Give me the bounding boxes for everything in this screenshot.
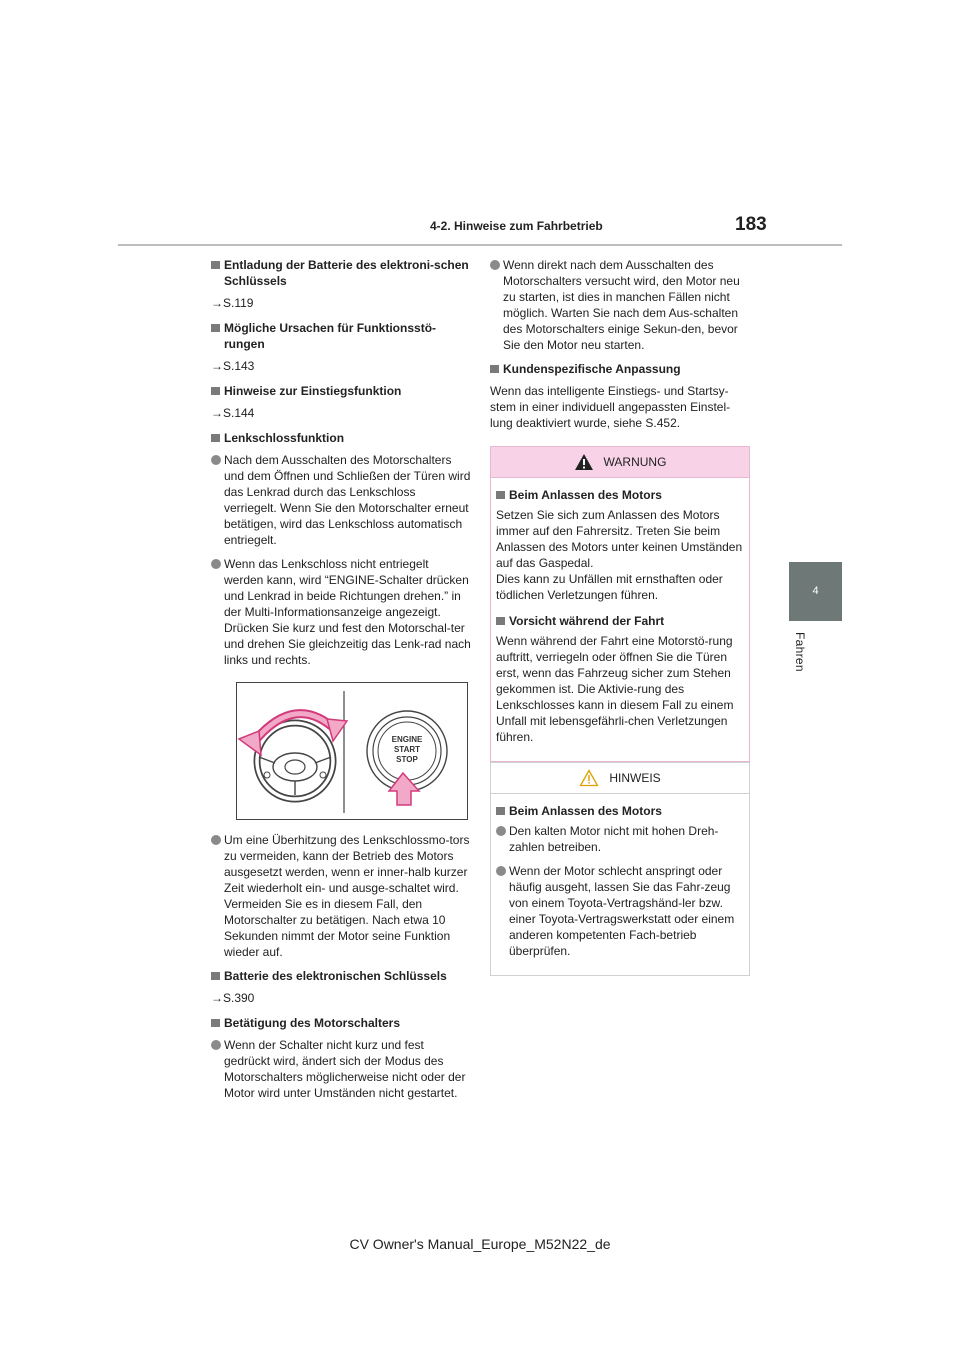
warning-text: Setzen Sie sich zum Anlassen des Motors immer auf den Fahrersitz. Treten Sie beim Anlassen des Motors unter keinen Umständen auf das Gaspedal. <box>496 508 743 570</box>
heading-steering-lock: Lenkschlossfunktion <box>211 430 471 446</box>
notice-bullet: Wenn der Motor schlecht anspringt oder häufig ausgeht, lassen Sie das Fahr-zeug von einem Toyota-Vertragshänd-ler bzw. einer Toyota-Vertragswerkstatt oder einem anderen kompetenten Fach-betrieb überprüfen. <box>496 863 744 959</box>
right-column <box>490 257 750 439</box>
bullet-text: Drücken Sie kurz und fest den Motorschal-ter und drehen Sie gleichzeitig das Lenk-rad nach links und rechts. <box>224 621 471 667</box>
heading-customization: Kundenspezifische Anpassung <box>490 361 750 377</box>
header-divider <box>118 244 842 246</box>
paragraph: Wenn das intelligente Einstiegs- und Startsy-stem in einer individuell angepassten Einstel-lung deaktiviert wurde, siehe S.452. <box>490 384 731 430</box>
button-text-start: START <box>393 745 421 754</box>
notice-heading-start-engine: Beim Anlassen des Motors <box>496 803 744 819</box>
bullet-item: Wenn der Schalter nicht kurz und fest gedrückt wird, ändert sich der Modus des Motorschalters möglicherweise nicht oder der Motor wird unter Umständen nicht gestartet. <box>211 1037 471 1101</box>
warning-triangle-icon <box>574 453 594 471</box>
page-reference-link[interactable]: →S.144 <box>211 406 255 420</box>
warning-paragraph <box>496 507 744 603</box>
bullet-item: Wenn direkt nach dem Ausschalten des Motorschalters versucht wird, den Motor neu zu starten, ist dies in manchen Fällen nicht möglich. Warten Sie nach dem Aus-schalten des Motorschalters einige Sekun-den, bevor Sie den Motor neu starten. <box>490 257 750 353</box>
heading-key-battery: Batterie des elektronischen Schlüssels <box>211 968 471 984</box>
press-arrow-icon <box>389 773 419 805</box>
warning-box <box>490 446 750 762</box>
section-title: 4-2. Hinweise zum Fahrbetrieb <box>430 219 603 233</box>
warning-title: WARNUNG <box>603 455 667 469</box>
bullet-item: Nach dem Ausschalten des Motorschalters und dem Öffnen und Schließen der Türen wird das Lenkrad durch das Lenkschloss verriegelt. Wenn Sie den Motorschalter erneut betätigen, wird das Lenkschloss automatisch entriegelt. <box>211 452 471 548</box>
warning-heading-start-engine: Beim Anlassen des Motors <box>496 487 744 503</box>
caution-triangle-icon <box>579 769 599 787</box>
warning-paragraph: Wenn während der Fahrt eine Motorstö-rung auftritt, verriegeln oder öffnen Sie die Türen erst, wenn das Fahrzeug sicher zum Stehen gekommen ist. Die Aktivie-rung des Lenkschlosses kann in diesem Fall zu einem Unfall mit lebensgefährli-chen Verletzungen führen. <box>496 634 734 744</box>
notice-bullet: Den kalten Motor nicht mit hohen Dreh-zahlen betreiben. <box>496 823 744 855</box>
warning-text: Dies kann zu Unfällen mit ernsthaften oder tödlichen Verletzungen führen. <box>496 572 723 602</box>
bullet-text: Wenn das Lenkschloss nicht entriegelt werden kann, wird “ENGINE-Schalter drücken und Lenkrad in beide Richtungen drehen.” in der Multi-Informationsanzeige angezeigt. <box>224 557 469 619</box>
page-reference-link[interactable]: →S.390 <box>211 991 255 1005</box>
steering-lock-illustration <box>236 682 468 820</box>
footer-text: CV Owner's Manual_Europe_M52N22_de <box>349 1236 611 1252</box>
heading-entry-function: Hinweise zur Einstiegsfunktion <box>211 383 471 399</box>
warning-header <box>491 447 749 478</box>
steering-wheel-icon <box>257 723 333 799</box>
heading-engine-switch-operation: Betätigung des Motorschalters <box>211 1015 471 1031</box>
bullet-item: Um eine Überhitzung des Lenkschlossmo-tors zu vermeiden, kann der Betrieb des Motors ausgesetzt werden, wenn er inner-halb kurzer Zeit wiederholt ein- und ausge-schaltet wird. Vermeiden Sie es in diesem Fall, den Motorschalter zu betätigen. Nach etwa 10 Sekunden nimmt der Motor seine Funktion wieder auf. <box>211 832 471 960</box>
button-text-stop: STOP <box>396 755 418 764</box>
page-reference-link[interactable]: →S.119 <box>211 296 254 310</box>
steering-wheel-and-button-drawing <box>237 683 469 821</box>
button-text-engine: ENGINE <box>391 735 423 744</box>
bullet-item <box>211 556 471 668</box>
notice-header <box>491 763 749 794</box>
warning-heading-driving-caution: Vorsicht während der Fahrt <box>496 613 744 629</box>
page-reference-link[interactable]: →S.143 <box>211 359 255 373</box>
notice-title: HINWEIS <box>609 771 661 785</box>
heading-malfunction-causes: Mögliche Ursachen für Funktionsstö-rungen <box>211 320 471 352</box>
notice-box <box>490 762 750 976</box>
chapter-tab-label: Fahren <box>793 632 807 672</box>
left-column <box>211 257 471 1109</box>
chapter-tab-number: 4 <box>812 585 819 597</box>
page-number: 183 <box>735 214 767 235</box>
heading-battery-discharge: Entladung der Batterie des elektroni-schen Schlüssels <box>211 257 471 289</box>
